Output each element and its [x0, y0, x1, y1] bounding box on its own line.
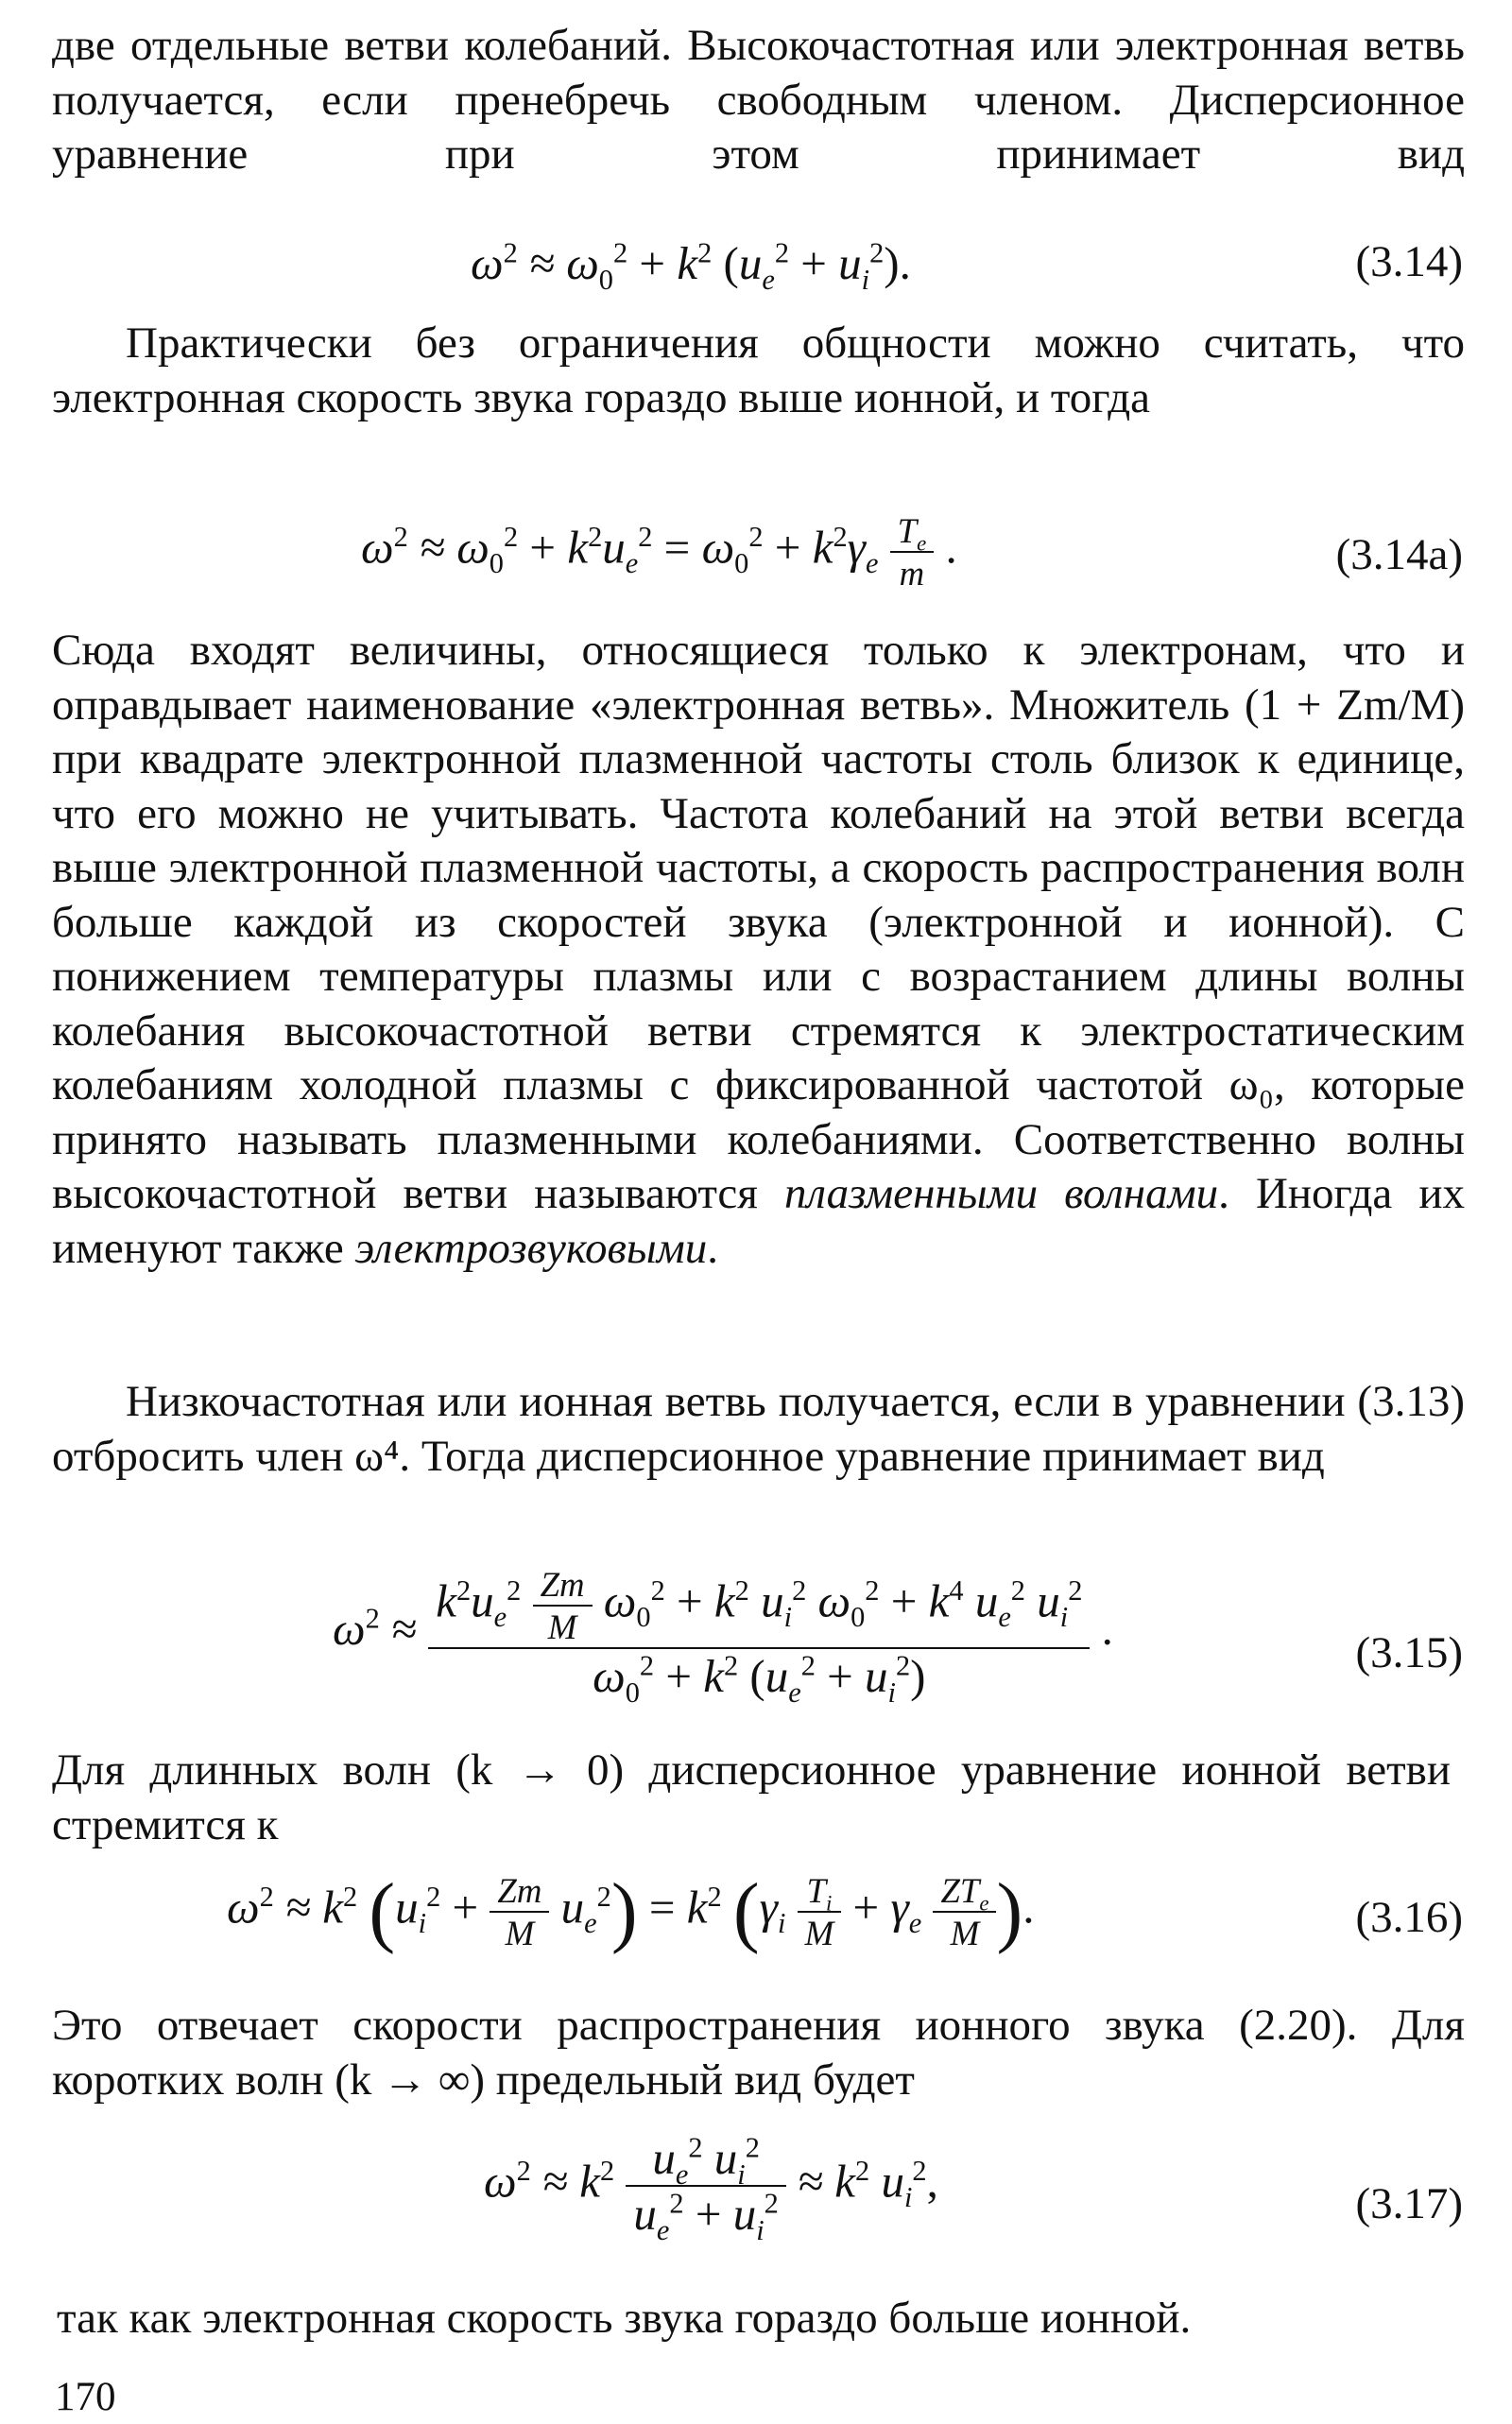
equation-3-17: $\omega^2 \approx k^2$ $\frac{u_e^2 u_i^2}{u_e^2 + u_i^2}$ ≈ $k^2$ $u_i^2$,	[484, 2131, 938, 2246]
paragraph-1: две отдельные ветви колебаний. Высокочастотная или электронная ветвь получается, если пренебречь свободным членом. Дисперсионное уравнение при этом принимает вид	[52, 21, 1465, 179]
equation-number-3-15: (3.15)	[1355, 1628, 1463, 1677]
paragraph-6: Это отвечает скорости распространения ионного звука (2.20). Для коротких волн (k → ∞) предельный вид будет	[52, 2001, 1465, 2105]
term-electrosound: электрозвуковыми	[354, 1223, 708, 1273]
paragraph-4: Низкочастотная или ионная ветвь получается, если в уравнении (3.13) отбросить член ω⁴. Тогда дисперсионное уравнение принимает вид	[52, 1377, 1465, 1481]
equation-3-14: $\omega^2 \approx \omega_0^2 + k^2$ $(u_e^2 + u_i^2)$.	[471, 236, 911, 296]
equation-3-16: $\omega^2 \approx k^2$ ($u_i^2$ + $\frac{Zm}{M}$ $u_e^2) = k^2$ ($\gamma_i$ $\frac{T_i}{M}$ + $\gamma_e$ $\frac{ZT_e}{M}$ ).	[227, 1868, 1035, 1955]
term-plasma-waves: плазменными волнами	[784, 1169, 1219, 1218]
paragraph-3	[52, 624, 1465, 1276]
equation-number-3-16: (3.16)	[1355, 1893, 1463, 1942]
paragraph-2: Практически без ограничения общности можно считать, что электронная скорость звука гораздо выше ионной, и тогда	[52, 318, 1465, 422]
equation-number-3-14a: (3.14a)	[1335, 530, 1463, 579]
equation-3-15: $\omega^2$ ≈ $k^2u_e^2$ $\frac{Zm}{M}$ $\omega_0^2 + k^2$ $u_i^2$ $\omega_0^2 + k^4$ $u_e^2$ $u_i^2$ $\omega_0^2 + k^2$ $(u_e^2 + u_i^2)$ .	[333, 1565, 1113, 1709]
equation-number-3-17: (3.17)	[1355, 2179, 1463, 2228]
equation-3-14a: $\omega^2 \approx \omega_0^2 + k^2u_e^2 = \omega_0^2 + k^2\gamma_e$ $\frac{T_e}{m}$ .	[361, 511, 957, 593]
paragraph-7: так как электронная скорость звука гораздо больше ионной.	[57, 2294, 1192, 2343]
paragraph-5: Для длинных волн (k → 0) дисперсионное уравнение ионной ветви стремится к	[52, 1745, 1451, 1849]
paragraph-3-text: Сюда входят величины, относящиеся только к электронам, что и оправдывает наименование «электронная ветвь». Множитель (1 + Zm/M) при квадрате электронной плазменной частоты столь близок к единице, что его можно не учитывать. Частота колебаний на этой ветви всегда выше электронной плазменной частоты, а скорость распространения волн больше каждой из скоростей звука (электронной и ионной). С понижением температуры плазмы или с возрастанием длины волны колебания высокочастотной ветви стремятся к электростатическим колебаниям холодной плазмы с фиксированной частотой ω₀, которые принято называть плазменными колебаниями. Соответственно волны высокочастотной ветви называются	[52, 626, 1465, 1218]
paragraph-3-mid: . Иногда их именуют также	[52, 1169, 1466, 1273]
paragraph-3-end: .	[707, 1223, 719, 1273]
equation-number-3-14: (3.14)	[1355, 237, 1463, 286]
page-number: 170	[55, 2375, 116, 2419]
